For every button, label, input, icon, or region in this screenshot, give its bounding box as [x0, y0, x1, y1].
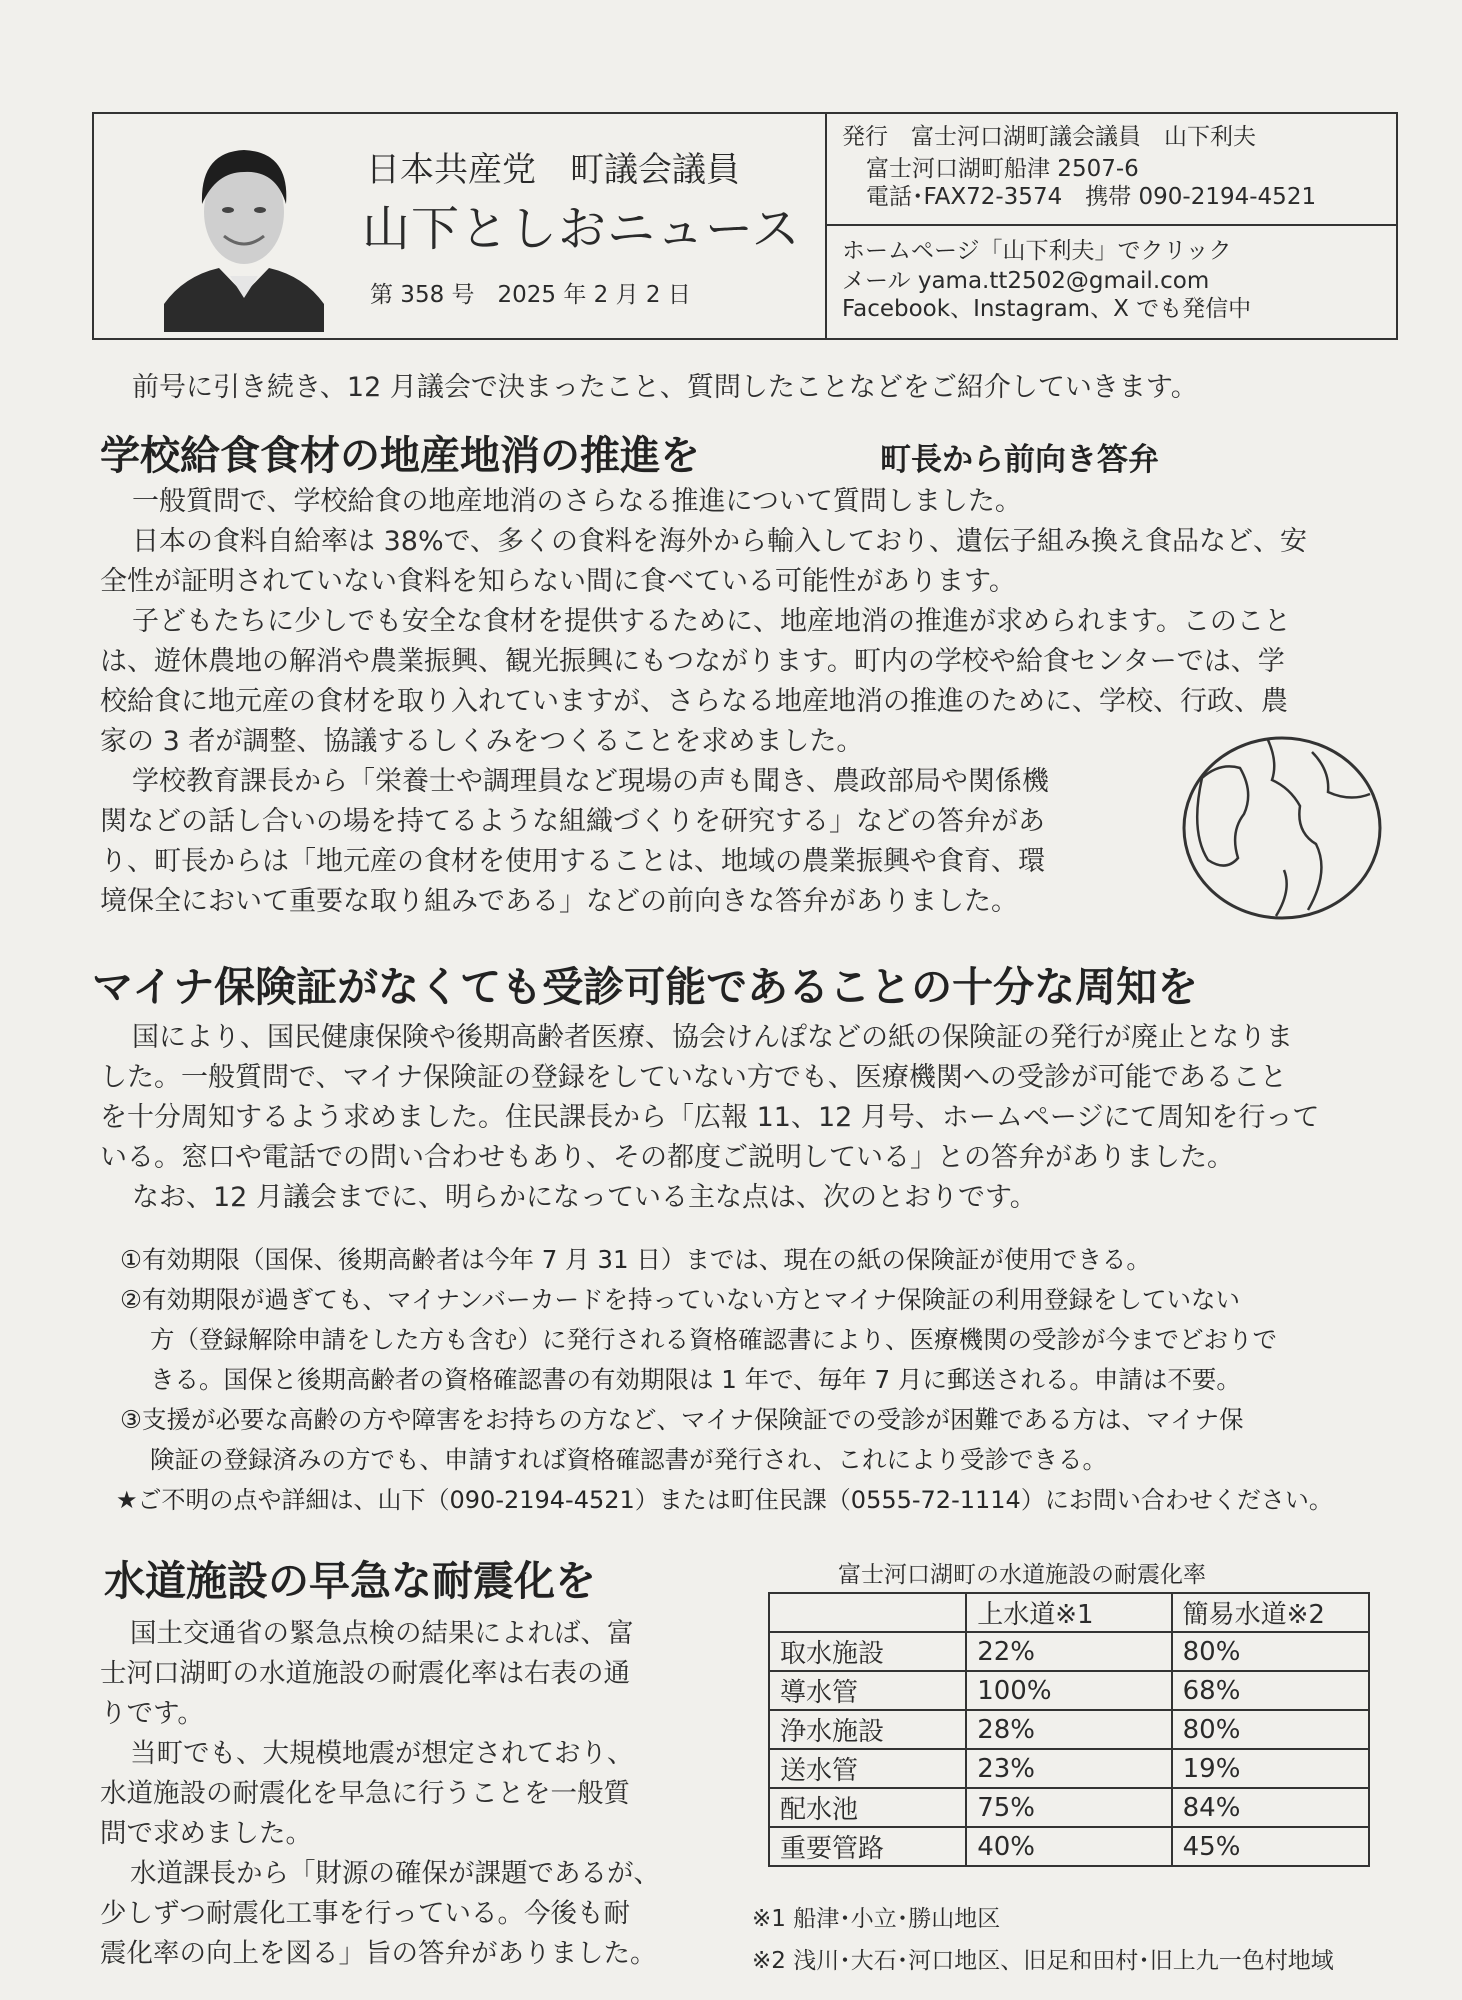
table-cell: 28%	[966, 1710, 1171, 1749]
section2-line: 国により、国民健康保険や後期高齢者医療、協会けんぽなどの紙の保険証の発行が廃止となりま	[132, 1022, 1293, 1053]
contact-note: ★ご不明の点や詳細は、山下（090-2194-4521）または町住民課（0555-72-1114）にお問い合わせください。	[116, 1486, 1333, 1514]
section1-line: は、遊休農地の解消や農業振興、観光振興にもつながります。町内の学校や給食センターでは、学	[100, 646, 1285, 677]
sns-note: Facebook、Instagram、X でも発信中	[842, 296, 1252, 322]
table-cell: 84%	[1172, 1788, 1369, 1827]
section2-title: マイナ保険証がなくても受診可能であることの十分な周知を	[92, 963, 1199, 1011]
table-cell: 40%	[966, 1827, 1171, 1866]
table-cell: 導水管	[769, 1671, 966, 1710]
section1-title: 学校給食食材の地産地消の推進を	[100, 433, 700, 479]
phone: 電話･FAX72-3574 携帯 090-2194-4521	[866, 184, 1317, 210]
table-header-cell	[769, 1593, 966, 1632]
newsletter-title: 山下としおニュース	[362, 201, 801, 257]
address: 富士河口湖町船津 2507-6	[866, 156, 1139, 182]
table-note: ※1 船津･小立･勝山地区	[752, 1906, 1001, 1932]
list-item: ①有効期限（国保、後期高齢者は今年 7 月 31 日）までは、現在の紙の保険証が使用できる。	[120, 1245, 1151, 1274]
homepage-note: ホームページ「山下利夫」でクリック	[842, 238, 1232, 264]
section3-line: 震化率の向上を図る」旨の答弁がありました。	[100, 1938, 657, 1969]
table-cell: 68%	[1172, 1671, 1369, 1710]
masthead	[92, 112, 1398, 340]
header-divider	[825, 114, 827, 338]
table-header-cell: 上水道※1	[966, 1593, 1171, 1632]
table-row	[769, 1632, 1369, 1671]
issue-number-date: 第 358 号 2025 年 2 月 2 日	[370, 282, 691, 308]
header-divider-horizontal	[827, 224, 1398, 226]
section3-line: 問で求めました。	[100, 1818, 312, 1849]
table-header-row	[769, 1593, 1369, 1632]
table-cell: 配水池	[769, 1788, 966, 1827]
publisher: 発行 富士河口湖町議会議員 山下利夫	[842, 124, 1256, 150]
list-item: ③支援が必要な高齢の方や障害をお持ちの方など、マイナ保険証での受診が困難である方は、マイナ保	[120, 1405, 1244, 1434]
section2-line: を十分周知するよう求めました。住民課長から「広報 11、12 月号、ホームページにて周知を行って	[100, 1102, 1320, 1133]
globe-illustration	[1180, 732, 1385, 922]
table-cell: 80%	[1172, 1710, 1369, 1749]
table-cell: 45%	[1172, 1827, 1369, 1866]
section1-line: 境保全において重要な取り組みである」などの前向きな答弁がありました。	[100, 886, 1018, 917]
mynumber-points-list	[116, 1240, 1333, 1520]
table-header-cell: 簡易水道※2	[1172, 1593, 1369, 1632]
list-item: 険証の登録済みの方でも、申請すれば資格確認書が発行され、これにより受診できる。	[150, 1445, 1107, 1474]
table-cell: 22%	[966, 1632, 1171, 1671]
table-cell: 19%	[1172, 1749, 1369, 1788]
list-item: 方（登録解除申請をした方も含む）に発行される資格確認書により、医療機関の受診が今までどおりで	[150, 1325, 1277, 1354]
table-cell: 75%	[966, 1788, 1171, 1827]
list-item: きる。国保と後期高齢者の資格確認書の有効期限は 1 年で、毎年 7 月に郵送される。申請は不要。	[150, 1365, 1241, 1394]
table-cell: 浄水施設	[769, 1710, 966, 1749]
party-affiliation: 日本共産党 町議会議員	[366, 150, 740, 190]
seismic-rate-table	[768, 1592, 1370, 1867]
section1-line: 校給食に地元産の食材を取り入れていますが、さらなる地産地消の推進のために、学校、行政、農	[100, 686, 1288, 717]
section3-line: 当町でも、大規模地震が想定されており、	[130, 1738, 634, 1769]
section3-line: りです。	[100, 1698, 204, 1729]
table-note: ※2 浅川･大石･河口地区、旧足和田村･旧上九一色村地域	[752, 1948, 1334, 1974]
table-cell: 送水管	[769, 1749, 966, 1788]
table-cell: 23%	[966, 1749, 1171, 1788]
table-caption: 富士河口湖町の水道施設の耐震化率	[838, 1562, 1206, 1588]
table-row	[769, 1827, 1369, 1866]
section1-line: り、町長からは「地元産の食材を使用することは、地域の農業振興や食育、環	[100, 846, 1045, 877]
section3-line: 水道施設の耐震化を早急に行うことを一般質	[100, 1778, 630, 1809]
table-cell: 重要管路	[769, 1827, 966, 1866]
section2-line: した。一般質問で、マイナ保険証の登録をしていない方でも、医療機関への受診が可能であること	[100, 1062, 1287, 1093]
section1-line: 子どもたちに少しでも安全な食材を提供するために、地産地消の推進が求められます。このこと	[132, 606, 1291, 637]
section3-line: 水道課長から「財源の確保が課題であるが、	[130, 1858, 660, 1889]
table-row	[769, 1788, 1369, 1827]
table-cell: 80%	[1172, 1632, 1369, 1671]
list-item: ②有効期限が過ぎても、マイナンバーカードを持っていない方とマイナ保険証の利用登録をしていない	[120, 1285, 1241, 1314]
section1-line: 家の 3 者が調整、協議するしくみをつくることを求めました。	[100, 726, 864, 757]
email: メール yama.tt2502@gmail.com	[842, 268, 1210, 294]
section3-line: 少しずつ耐震化工事を行っている。今後も耐	[100, 1898, 630, 1929]
table-row	[769, 1671, 1369, 1710]
portrait-photo	[164, 126, 324, 332]
section3-line: 士河口湖町の水道施設の耐震化率は右表の通	[100, 1658, 630, 1689]
section2-line: いる。窓口や電話での問い合わせもあり、その都度ご説明している」との答弁がありました。	[100, 1142, 1234, 1173]
section1-subtitle: 町長から前向き答弁	[880, 442, 1159, 478]
section1-line: 日本の食料自給率は 38%で、多くの食料を海外から輸入しており、遺伝子組み換え食品など、安	[132, 526, 1308, 557]
section1-line: 学校教育課長から「栄養士や調理員など現場の声も聞き、農政部局や関係機	[132, 766, 1049, 797]
table-row	[769, 1710, 1369, 1749]
section3-line: 国土交通省の緊急点検の結果によれば、富	[130, 1618, 634, 1649]
table-cell: 取水施設	[769, 1632, 966, 1671]
section1-line: 一般質問で、学校給食の地産地消のさらなる推進について質問しました。	[132, 486, 1022, 517]
section3-title: 水道施設の早急な耐震化を	[104, 1557, 596, 1605]
intro-text: 前号に引き続き、12 月議会で決まったこと、質問したことなどをご紹介していきます。	[132, 372, 1198, 403]
section1-line: 全性が証明されていない食料を知らない間に食べている可能性があります。	[100, 566, 1016, 597]
table-row	[769, 1749, 1369, 1788]
section1-line: 関などの話し合いの場を持てるような組織づくりを研究する」などの答弁があ	[100, 806, 1045, 837]
section2-line: なお、12 月議会までに、明らかになっている主な点は、次のとおりです。	[132, 1182, 1037, 1213]
table-cell: 100%	[966, 1671, 1171, 1710]
